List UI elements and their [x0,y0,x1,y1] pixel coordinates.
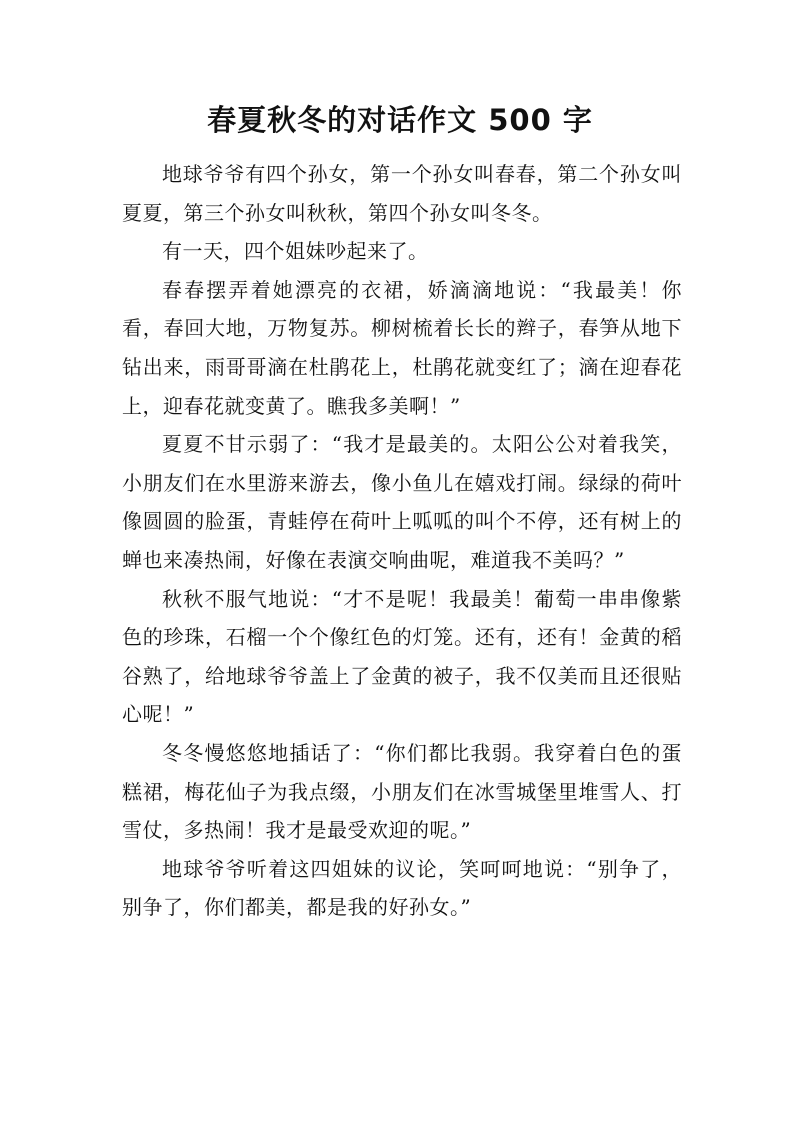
paragraph-intro: 地球爷爷有四个孙女，第一个孙女叫春春，第二个孙女叫夏夏，第三个孙女叫秋秋，第四个孙女叫冬冬。 [122,162,682,225]
paragraph-summer: 夏夏不甘示弱了：“我才是最美的。太阳公公对着我笑，小朋友们在水里游来游去，像小鱼儿在嬉戏打闹。绿绿的荷叶像圆圆的脸蛋，青蛙停在荷叶上呱呱的叫个不停，还有树上的蝉也来凑热闹，好像在表演交响曲呢，难道我不美吗？” [122,432,682,572]
paragraph-quarrel: 有一天，四个姐妹吵起来了。 [162,239,429,264]
document-body [122,155,682,927]
paragraph-grandpa: 地球爷爷听着这四姐妹的议论，笑呵呵地说：“别争了，别争了，你们都美，都是我的好孙女。” [122,856,682,920]
paragraph-spring: 春春摆弄着她漂亮的衣裙，娇滴滴地说：“我最美！你看，春回大地，万物复苏。柳树梳着长长的辫子，春笋从地下钻出来，雨哥哥滴在杜鹃花上，杜鹃花就变红了；滴在迎春花上，迎春花就变黄了。瞧我多美啊！” [122,277,682,418]
document-title: 春夏秋冬的对话作文 500 字 [207,103,593,137]
paragraph-autumn: 秋秋不服气地说：“才不是呢！我最美！葡萄一串串像紫色的珍珠，石榴一个个像红色的灯笼。还有，还有！金黄的稻谷熟了，给地球爷爷盖上了金黄的被子，我不仅美而且还很贴心呢！” [122,586,682,727]
paragraph-winter: 冬冬慢悠悠地插话了：“你们都比我弱。我穿着白色的蛋糕裙，梅花仙子为我点缀，小朋友们在冰雪城堡里堆雪人、打雪仗，多热闹！我才是最受欢迎的呢。” [122,740,682,843]
